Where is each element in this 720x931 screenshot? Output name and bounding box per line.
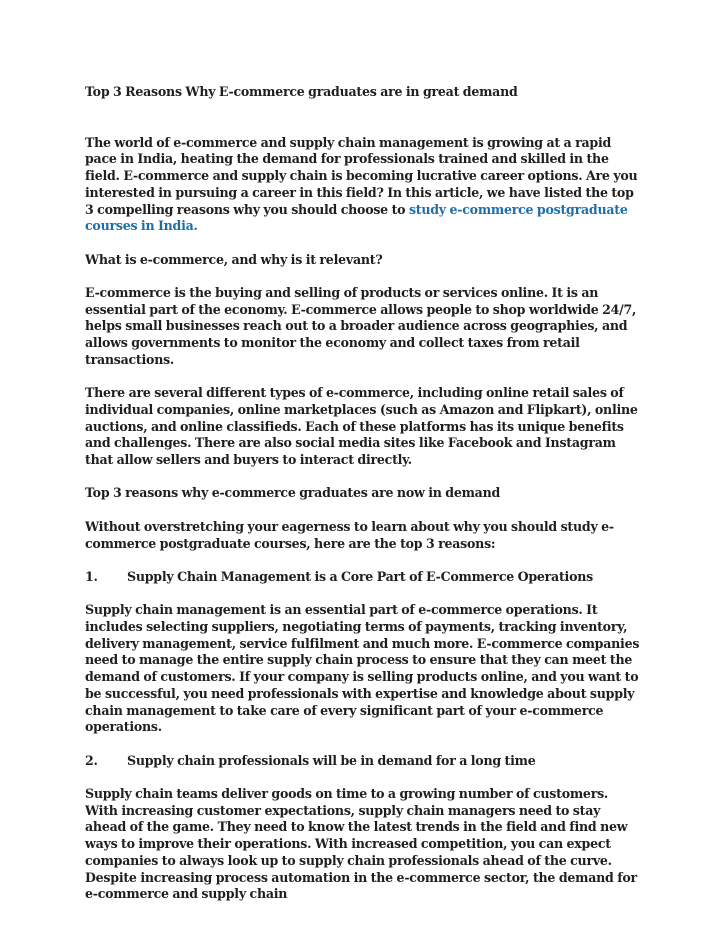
reason-1-title: Supply Chain Management is a Core Part of E-Commerce Operations xyxy=(127,568,593,584)
reason-2-number: 2. xyxy=(85,752,98,768)
document-page xyxy=(85,84,640,920)
reason-1-body: Supply chain management is an essential part of e-commerce operations. It includes selecting suppliers, negotiating terms of payments, tracking inventory, delivery management, service fulfilment and much more. E-commerce companies need to manage the entire supply chain process to ensure that they can meet the demand of customers. If your company is selling products online, and you want to be successful, you need professionals with expertise and knowledge about supply chain management to take care of every significant part of your e-commerce operations. xyxy=(85,602,640,735)
section-heading-top-reasons: Top 3 reasons why e-commerce graduates are now in demand xyxy=(85,485,501,501)
courses-link[interactable]: study e-commerce postgraduate courses in India. xyxy=(85,201,628,234)
reason-2-body: Supply chain teams deliver goods on time to a growing number of customers. With increasing customer expectations, supply chain managers need to stay ahead of the game. They need to know the latest trends in the field and find new ways to improve their operations. With increased competition, you can expect companies to always look up to supply chain professionals ahead of the curve. Despite increasing process automation in the e-commerce sector, the demand for e-commerce and supply chain xyxy=(85,785,637,902)
reason-2-heading xyxy=(85,753,640,770)
intro-text: The world of e-commerce and supply chain management is growing at a rapid pace in India, heating the demand for professionals trained and skilled in the field. E-commerce and supply chain is becoming lucrative career options. Are you interested in pursuing a career in this field? In this article, we have listed the top 3 compelling reasons why you should choose to xyxy=(85,134,638,217)
intro-paragraph xyxy=(85,135,640,235)
reason-1-heading xyxy=(85,569,640,586)
reason-2-title: Supply chain professionals will be in demand for a long time xyxy=(127,752,536,768)
reason-1-number: 1. xyxy=(85,568,98,584)
document-title: Top 3 Reasons Why E-commerce graduates are in great demand xyxy=(85,84,518,99)
reasons-intro-paragraph: Without overstretching your eagerness to learn about why you should study e-commerce postgraduate courses, here are the top 3 reasons: xyxy=(85,518,614,551)
definition-paragraph: E-commerce is the buying and selling of products or services online. It is an essential part of the economy. E-commerce allows people to shop worldwide 24/7, helps small businesses reach out to a broader audience across geographies, and allows governments to monitor the economy and collect taxes from retail transactions. xyxy=(85,285,637,367)
types-paragraph: There are several different types of e-commerce, including online retail sales of individual companies, online marketplaces (such as Amazon and Flipkart), online auctions, and online classifieds. Each of these platforms has its unique benefits and challenges. There are also social media sites like Facebook and Instagram that allow sellers and buyers to interact directly. xyxy=(85,385,638,468)
section-heading-what-is-ecommerce: What is e-commerce, and why is it relevant? xyxy=(85,251,383,267)
